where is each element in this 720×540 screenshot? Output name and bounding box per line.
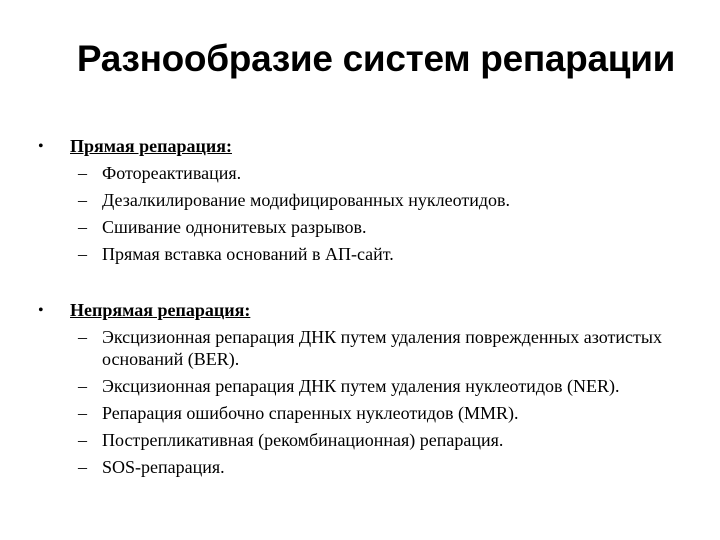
list-item-text: Пострепликативная (рекомбинационная) репарация. bbox=[102, 430, 504, 450]
list-item-text: Эксцизионная репарация ДНК путем удаления поврежденных азотистых оснований (BER). bbox=[102, 327, 662, 369]
bullet-icon: • bbox=[38, 302, 44, 319]
section-heading bbox=[34, 298, 704, 323]
sub-list bbox=[34, 326, 704, 478]
dash-icon: – bbox=[78, 244, 87, 264]
sub-list bbox=[34, 162, 704, 265]
dash-icon: – bbox=[78, 190, 87, 210]
section-direct-repair bbox=[34, 134, 704, 265]
section-heading-text: Непрямая репарация: bbox=[70, 300, 251, 320]
list-item bbox=[34, 243, 704, 265]
list-item-text: Эксцизионная репарация ДНК путем удаления нуклеотидов (NER). bbox=[102, 376, 620, 396]
list-item bbox=[34, 375, 704, 397]
dash-icon: – bbox=[78, 457, 87, 477]
list-item bbox=[34, 402, 704, 424]
list-item-text: Прямая вставка оснований в АП-сайт. bbox=[102, 244, 394, 264]
list-item bbox=[34, 326, 704, 370]
list-item bbox=[34, 162, 704, 184]
dash-icon: – bbox=[78, 376, 87, 396]
list-item-text: Репарация ошибочно спаренных нуклеотидов (MMR). bbox=[102, 403, 519, 423]
section-indirect-repair bbox=[34, 298, 704, 478]
slide-title: Разнообразие систем репарации bbox=[76, 38, 676, 79]
dash-icon: – bbox=[78, 403, 87, 423]
dash-icon: – bbox=[78, 327, 87, 347]
section-heading bbox=[34, 134, 704, 159]
bullet-icon: • bbox=[38, 138, 44, 155]
list-item-text: Сшивание однонитевых разрывов. bbox=[102, 217, 367, 237]
dash-icon: – bbox=[78, 163, 87, 183]
dash-icon: – bbox=[78, 217, 87, 237]
list-item bbox=[34, 456, 704, 478]
dash-icon: – bbox=[78, 430, 87, 450]
list-item-text: Дезалкилирование модифицированных нуклеотидов. bbox=[102, 190, 511, 210]
slide-content bbox=[34, 134, 704, 511]
list-item bbox=[34, 429, 704, 451]
list-item bbox=[34, 216, 704, 238]
list-item bbox=[34, 189, 704, 211]
list-item-text: Фотореактивация. bbox=[102, 163, 242, 183]
section-heading-text: Прямая репарация: bbox=[70, 136, 232, 156]
list-item-text: SOS-репарация. bbox=[102, 457, 225, 477]
